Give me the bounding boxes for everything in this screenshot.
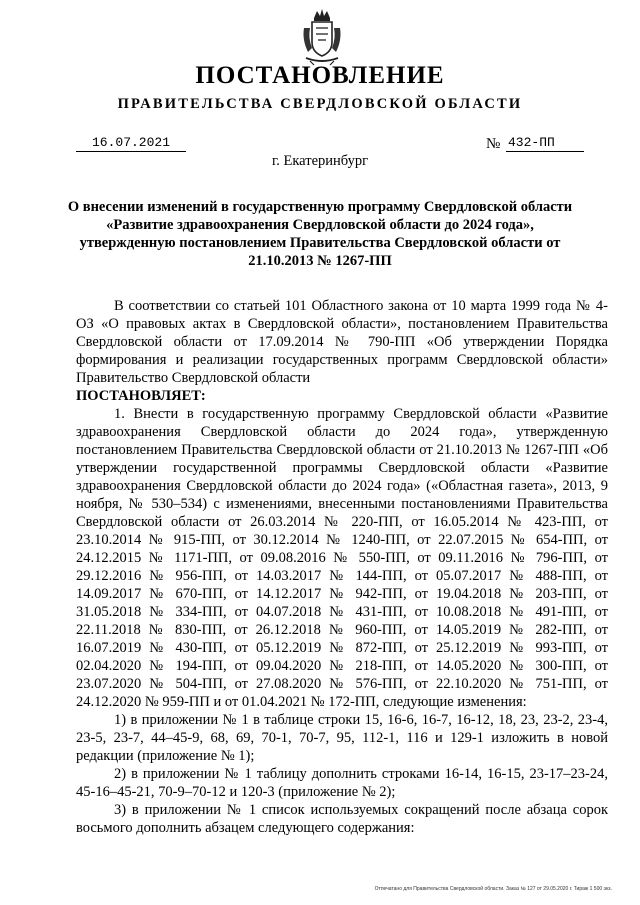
city: г. Екатеринбург — [271, 153, 369, 169]
subitem-2-paragraph: 2) в приложении № 1 таблицу дополнить строками 16-14, 16-15, 23-17–23-24, 45-16–45-21, 70-9–70-12 и 120-3 (приложение № 2); — [76, 766, 608, 800]
subitem-3-paragraph: 3) в приложении № 1 список используемых сокращений после абзаца сорок восьмого дополнить абзацем следующего содержания: — [76, 802, 608, 836]
subitem-1-paragraph: 1) в приложении № 1 в таблице строки 15, 16-6, 16-7, 16-12, 18, 23, 23-2, 23-4, 23-5, 23-7, 44–45-9, 68, 69, 70-1, 70-7, 95, 112-1, 116 и 129-1 изложить в новой редакции (приложение № 1); — [76, 712, 608, 764]
number-label: № — [486, 136, 501, 152]
preamble-paragraph: В соответствии со статьей 101 Областного закона от 10 марта 1999 года № 4-ОЗ «О правовых актах в Свердловской области», постановлением Правительства Свердловской области от 17.09.2014 № 790-ПП «Об утверждении Порядка формирования и реализации государственных программ Свердловской области» Правительство Свердловской области — [76, 298, 608, 386]
document-body — [76, 297, 608, 837]
document-subtitle: ПРАВИТЕЛЬСТВА СВЕРДЛОВСКОЙ ОБЛАСТИ — [117, 96, 523, 112]
document-title: ПОСТАНОВЛЕНИЕ — [195, 62, 445, 89]
item-1-paragraph: 1. Внести в государственную программу Свердловской области «Развитие здравоохранения Свердловской области до 2024 года», утвержденную постановлением Правительства Свердловской области от 21.10.2013 № 1267-ПП «Об утверждении государственной программы Свердловской области «Развитие здравоохранения Свердловской области до 2024 года» («Областная газета», 2013, 9 ноября, № 530–534) с изменениями, внесенными постановлениями Правительства Свердловской области от 26.03.2014 № 220-ПП, от 16.05.2014 № 423-ПП, от 23.10.2014 № 915-ПП, от 30.12.2014 № 1240-ПП, от 22.07.2015 № 654-ПП, от 24.12.2015 № 1171-ПП, от 09.08.2016 № 550-ПП, от 09.11.2016 № 796-ПП, от 29.12.2016 № 956-ПП, от 14.03.2017 № 144-ПП, от 05.07.2017 № 488-ПП, от 14.09.2017 № 670-ПП, от 14.12.2017 № 942-ПП, от 19.04.2018 № 203-ПП, от 31.05.2018 № 334-ПП, от 04.07.2018 № 431-ПП, от 10.08.2018 № 491-ПП, от 22.11.2018 № 830-ПП, от 26.12.2018 № 960-ПП, от 14.05.2019 № 282-ПП, от 16.07.2019 № 430-ПП, от 05.12.2019 № 872-ПП, от 25.12.2019 № 993-ПП, от 02.04.2020 № 194-ПП, от 09.04.2020 № 218-ПП, от 14.05.2020 № 300-ПП, от 23.07.2020 № 504-ПП, от 27.08.2020 № 576-ПП, от 22.10.2020 № 751-ПП, от 24.12.2020 № 959-ПП и от 01.04.2021 № 172-ПП, следующие изменения: — [76, 406, 608, 710]
document-number: 432-ПП — [506, 135, 584, 152]
coat-of-arms-icon — [300, 8, 344, 66]
document-heading: О внесении изменений в государственную программу Свердловской области «Развитие здравоохранения Свердловской области до 2024 года», утвержденную постановлением Правительства Свердловской области от 21.10.2013 № 1267-ПП — [67, 199, 573, 269]
document-date: 16.07.2021 — [76, 135, 186, 152]
decree-word: ПОСТАНОВЛЯЕТ: — [76, 388, 206, 404]
print-footer: Отпечатано для Правительства Свердловской области. Заказ № 127 от 29.05.2020 г. Тираж 1 500 экз. — [374, 886, 612, 892]
